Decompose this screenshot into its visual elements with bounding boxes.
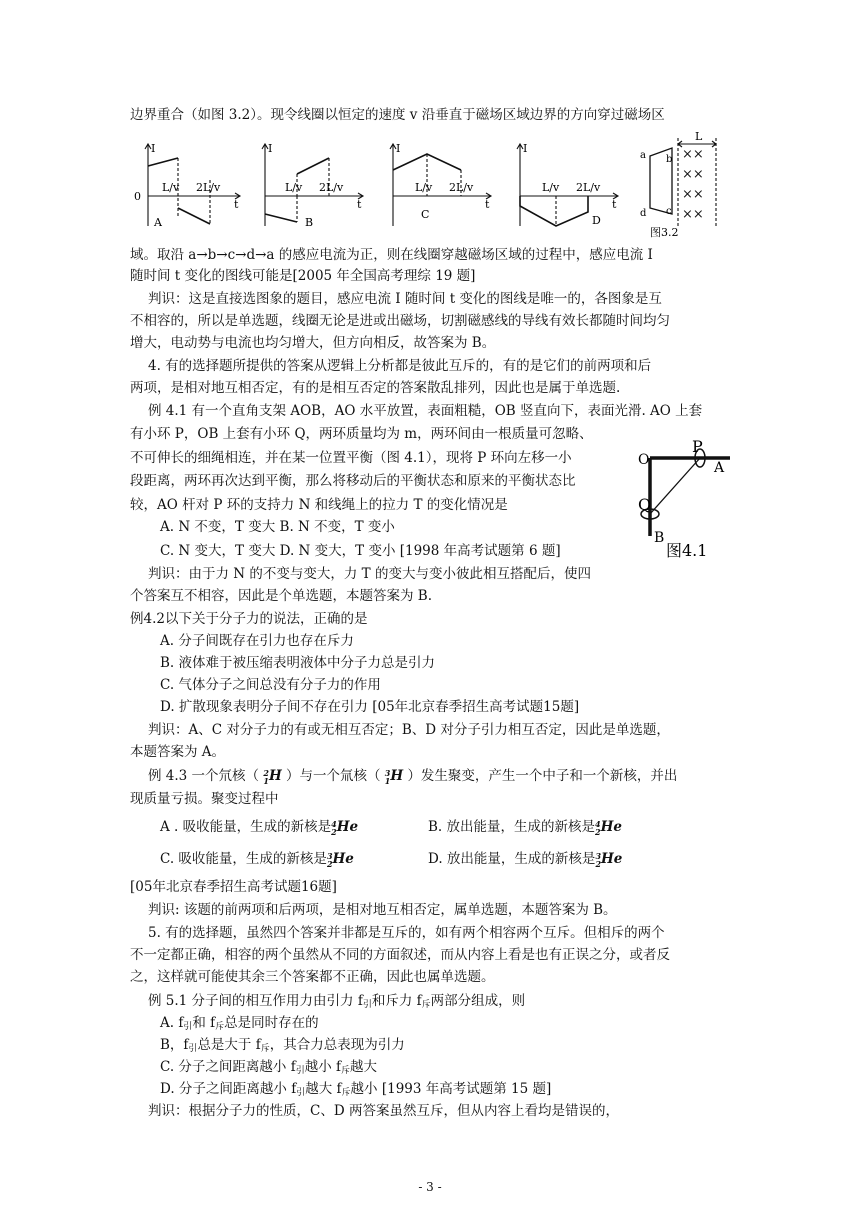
tick-label: 2L/v	[196, 181, 221, 194]
svg-text:L/v: L/v	[542, 181, 560, 194]
axis-i-label: I	[151, 142, 156, 155]
text-line: 判识：根据分子力的性质，C、D 两答案虽然互斥，但从内容上看均是错误的，	[148, 1103, 619, 1119]
text-line: 判识：由于力 N 的不变与变大，力 T 的变大与变小彼此相互搭配后，使四	[148, 566, 591, 582]
nuclide-helium-3: 3 2He	[326, 850, 354, 869]
svg-text:L/v: L/v	[285, 181, 303, 194]
figure-caption: 图3.2	[650, 226, 679, 239]
text-line: 判识：A、C 对分子力的有或无相互否定；B、D 对分子引力相互否定，因此是单选题，	[148, 722, 670, 738]
point-label: P	[692, 437, 703, 456]
graph-c	[385, 140, 497, 232]
option-line: B，$f_引$总是大于 $f_斥$，其合力总表现为引力	[160, 1037, 405, 1054]
corner-label: a	[640, 150, 646, 161]
text-line: 边界重合（如图 3.2）。现令线圈以恒定的速度 v 沿垂直于磁场区域边界的方向穿过磁场区	[130, 107, 665, 123]
text-line: 不相容的，所以是单选题，线圈无论是进或出磁场，切割磁感线的导线有效长都随时间均匀	[130, 313, 670, 329]
nuclide-helium-3: 3 2He	[595, 850, 623, 869]
field-width-label: L	[695, 130, 703, 143]
corner-label: c	[666, 206, 672, 217]
graph-label: D	[592, 214, 601, 227]
text-line: 不一定都正确，相容的两个虽然从不同的方面叙述，而从内容上看是也有正误之分，或者反	[130, 947, 670, 963]
svg-text:2L/v: 2L/v	[576, 181, 601, 194]
text-line: 现质量亏损。聚变过程中	[130, 791, 279, 807]
point-label: Q	[638, 495, 652, 514]
text-line: 段距离，两环再次达到平衡，那么将移动后的平衡状态和原来的平衡状态比	[130, 473, 576, 489]
option-line: D. 分子之间距离越小 $f_引$越大 $f_斥$越小 [1993 年高考试题第 15 题]	[160, 1081, 552, 1098]
point-label: O	[638, 452, 650, 468]
option-line: A . 吸收能量，生成的新核是4 2He	[160, 818, 359, 837]
text-line: 增大，电动势与电流也均匀增大，但方向相反，故答案为 B。	[130, 335, 496, 351]
text-line: 5. 有的选择题，虽然四个答案并非都是互斥的，如有两个相容两个互斥。但相斥的两个	[148, 925, 665, 941]
svg-text:I: I	[523, 142, 528, 155]
option-line: C. 分子之间距离越小 $f_引$越小 $f_斥$越大	[160, 1059, 378, 1076]
text-line: 判识: 该题的前两项和后两项，是相对地互相否定，属单选题，本题答案为 B。	[148, 902, 617, 918]
option-line: B. 液体难于被压缩表明液体中分子力总是引力	[160, 655, 436, 671]
text-line: 例4.2以下关于分子力的说法，正确的是	[130, 611, 368, 627]
corner-label: d	[640, 208, 647, 219]
graph-label: B	[305, 216, 314, 229]
text-line: 较，AO 杆对 P 环的支持力 N 和线绳上的拉力 T 的变化情况是	[130, 497, 508, 513]
option-line: B. 放出能量，生成的新核是4 2He	[428, 818, 622, 837]
svg-text:I: I	[396, 142, 401, 155]
option-line: A. N 不变，T 变大 B. N 不变，T 变小	[160, 519, 395, 535]
text-line: 有小环 P，OB 上套有小环 Q，两环质量均为 m，两环间由一根质量可忽略、	[130, 426, 593, 442]
svg-text:××: ××	[682, 147, 704, 162]
svg-text:L/v: L/v	[415, 181, 433, 194]
corner-label: b	[666, 154, 673, 165]
text-line: 个答案互不相容，因此是个单选题，本题答案为 B.	[130, 588, 433, 604]
option-line: C. N 变大，T 变大 D. N 变大，T 变小 [1998 年高考试题第 6 题]	[160, 543, 561, 559]
graph-a	[130, 140, 242, 232]
page-number: - 3 -	[418, 1180, 442, 1194]
nuclide-helium-4: 4 2He	[331, 818, 359, 837]
option-line: A. $f_引$和 $f_斥$总是同时存在的	[160, 1015, 319, 1032]
svg-text:t: t	[357, 198, 362, 211]
svg-text:××: ××	[682, 167, 704, 182]
nuclide-helium-4: 4 2He	[595, 818, 622, 837]
text-line: 两项，是相对地互相否定，有的是相互否定的答案散乱排列，因此也是属于单选题.	[130, 380, 621, 396]
figure-4-1	[636, 432, 736, 564]
point-label: A	[714, 460, 725, 476]
svg-text:××: ××	[682, 187, 704, 202]
nuclide-deuterium: 2 1H	[263, 767, 282, 786]
tick-label: L/v	[162, 181, 180, 194]
svg-text:t: t	[485, 198, 490, 211]
text-line: 本题答案为 A。	[130, 744, 226, 760]
graph-label: C	[421, 208, 430, 221]
svg-text:I: I	[268, 142, 273, 155]
text-line: 例 4.1 有一个直角支架 AOB，AO 水平放置，表面粗糙，OB 竖直向下，表面光滑. AO 上套	[148, 403, 703, 419]
text-line: 随时间 t 变化的图线可能是[2005 年全国高考理综 19 题]	[130, 268, 476, 284]
text-line: 不可伸长的细绳相连，并在某一位置平衡（图 4.1），现将 P 环向左移一小	[130, 450, 572, 466]
option-line: C. 气体分子之间总没有分子力的作用	[160, 677, 381, 693]
option-line: D. 扩散现象表明分子间不存在引力 [05年北京春季招生高考试题15题]	[160, 699, 580, 715]
text-line: 4. 有的选择题所提供的答案从逻辑上分析都是彼此互斥的，有的是它们的前两项和后	[148, 358, 652, 374]
text-line: [05年北京春季招生高考试题16题]	[130, 879, 337, 895]
svg-text:t: t	[612, 198, 617, 211]
origin-label: 0	[134, 190, 141, 203]
graph-b	[257, 140, 369, 232]
figure-caption: 图4.1	[666, 541, 708, 560]
svg-text:××: ××	[682, 207, 704, 222]
graph-d	[512, 140, 624, 232]
text-line: 例 4.3 一个氘核（ 2 1H ）与一个氚核（ 3 1H ）发生聚变，产生一个中子和一个新核，并出	[148, 767, 678, 786]
axis-t-label: t	[234, 198, 239, 211]
option-line: A. 分子间既存在引力也存在斥力	[160, 633, 354, 649]
text-line: 域。取沿 a→b→c→d→a 的感应电流为正，则在线圈穿越磁场区域的过程中，感应电流 I	[130, 247, 653, 263]
graph-label: A	[154, 216, 162, 229]
text-line: 例 5.1 分子间的相互作用力由引力 $f_引$和斥力 $f_斥$两部分组成，则	[148, 993, 526, 1010]
option-line: C. 吸收能量，生成的新核是3 2He	[160, 850, 354, 869]
text-line: 之，这样就可能使其余三个答案都不正确，因此也属单选题。	[130, 969, 495, 985]
svg-text:2L/v: 2L/v	[449, 181, 474, 194]
nuclide-tritium: 3 1H	[384, 767, 404, 786]
svg-text:2L/v: 2L/v	[319, 181, 344, 194]
point-label: B	[654, 530, 665, 546]
option-line: D. 放出能量，生成的新核是3 2He	[428, 850, 623, 869]
text-line: 判识：这是直接选图象的题目，感应电流 I 随时间 t 变化的图线是唯一的，各图象是互	[148, 291, 662, 307]
figure-3-2	[636, 128, 728, 240]
